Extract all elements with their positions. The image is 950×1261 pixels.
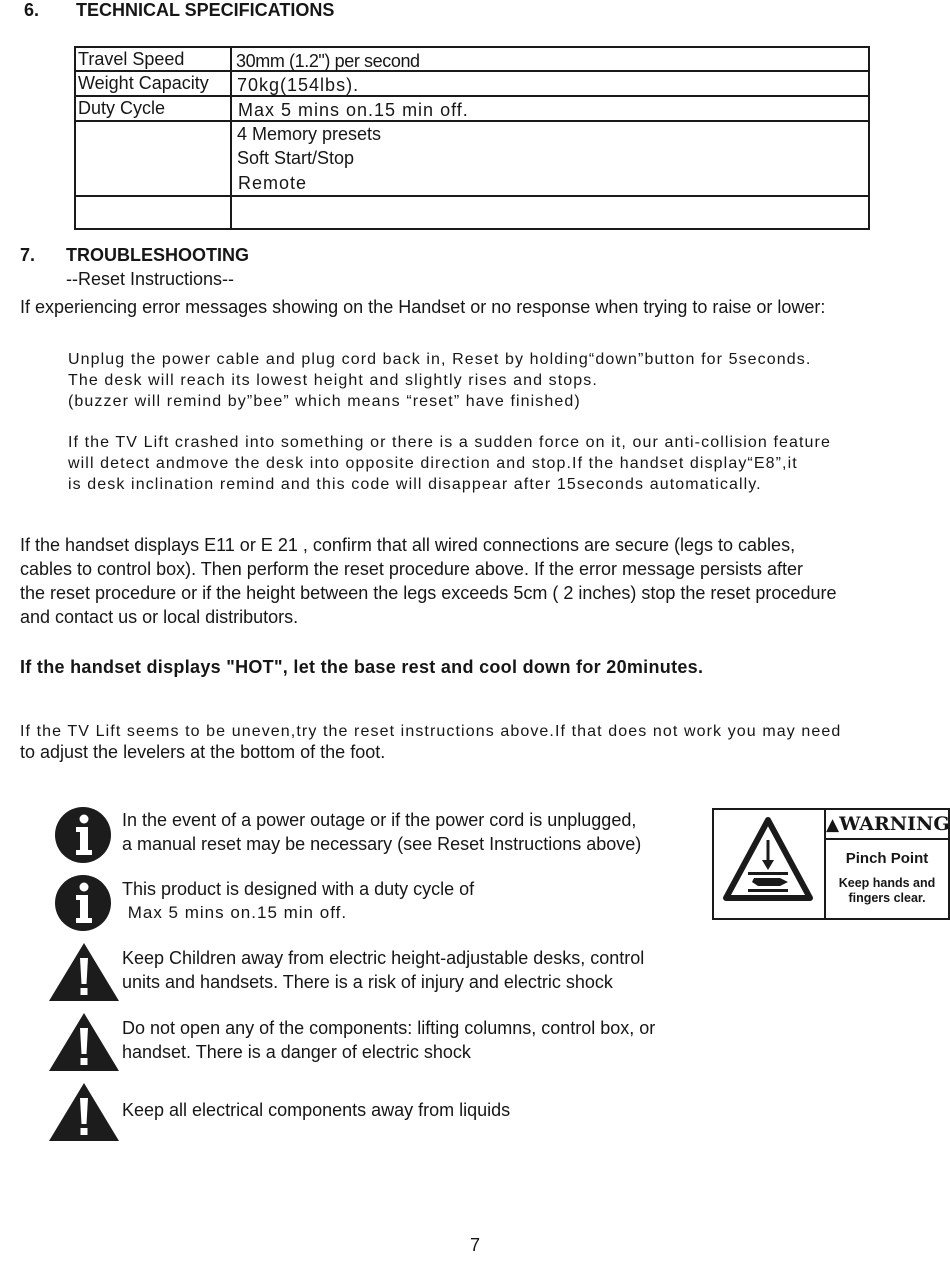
notice-line: In the event of a power outage or if the power cord is unplugged, <box>122 810 637 830</box>
reset-instructions <box>68 349 811 412</box>
spec-feature: Soft Start/Stop <box>237 148 355 168</box>
text-line: the reset procedure or if the height between the legs exceeds 5cm ( 2 inches) stop the reset procedure <box>20 583 837 603</box>
notice-line: a manual reset may be necessary (see Reset Instructions above) <box>122 834 642 854</box>
text-line: If the TV Lift seems to be uneven,try the reset instructions above.If that does not work you may need <box>20 723 842 740</box>
pinch-point-warning-label <box>712 808 950 920</box>
notice-line: This product is designed with a duty cycle of <box>122 879 475 899</box>
warning-title: Pinch Point <box>845 850 929 867</box>
pinch-graphic <box>714 810 826 918</box>
section-number: 6. <box>24 0 40 20</box>
table-divider <box>230 48 232 228</box>
notice-line: Do not open any of the components: lifting columns, control box, or <box>122 1018 656 1038</box>
section-title: TROUBLESHOOTING <box>66 245 249 265</box>
text-line: Unplug the power cable and plug cord back in, Reset by holding“down”button for 5seconds. <box>68 351 812 368</box>
collision-note <box>68 432 831 495</box>
warning-triangle-icon <box>48 942 120 1002</box>
warning-header <box>826 810 948 840</box>
notice-line: Max 5 mins on.15 min off. <box>122 903 348 922</box>
intro-text: If experiencing error messages showing on the Handset or no response when trying to raise or lower: <box>20 297 826 317</box>
spec-feature: 4 Memory presets <box>237 124 382 144</box>
page-number: 7 <box>469 1235 480 1255</box>
section-subtitle: --Reset Instructions-- <box>66 269 235 289</box>
text-line: will detect andmove the desk into opposite direction and stop.If the handset display“E8”,it <box>68 455 798 472</box>
warning-triangle-icon <box>48 1082 120 1142</box>
table-rule <box>76 195 868 197</box>
notice-line: handset. There is a danger of electric shock <box>122 1042 471 1062</box>
notice-item <box>48 1082 728 1142</box>
section-title: TECHNICAL SPECIFICATIONS <box>76 0 335 20</box>
text-line: to adjust the levelers at the bottom of the foot. <box>20 742 386 762</box>
text-line: If the handset displays E11 or E 21 , confirm that all wired connections are secure (legs to cables, <box>20 535 796 555</box>
spec-value: 70kg(154lbs). <box>237 75 360 95</box>
hot-note: If the handset displays "HOT", let the base rest and cool down for 20minutes. <box>20 657 704 677</box>
table-rule <box>76 120 868 122</box>
warning-triangle-icon <box>48 1012 120 1072</box>
spec-value: Max 5 mins on.15 min off. <box>238 100 469 120</box>
uneven-note <box>20 721 841 763</box>
spec-value: 30mm (1.2") per second <box>236 51 420 71</box>
info-icon <box>54 806 112 864</box>
text-line: cables to control box). Then perform the reset procedure above. If the error message persists after <box>20 559 804 579</box>
notice-item <box>48 1012 728 1072</box>
warning-triangle-icon: ▲ <box>826 815 840 835</box>
spec-label: Travel Speed <box>78 49 185 69</box>
table-rule <box>76 70 868 72</box>
spec-feature: Remote <box>238 173 308 193</box>
section-number: 7. <box>20 245 36 265</box>
text-line: is desk inclination remind and this code will disappear after 15seconds automatically. <box>68 476 762 493</box>
notice-line: units and handsets. There is a risk of injury and electric shock <box>122 972 613 992</box>
text-line: (buzzer will remind by”bee” which means “reset” have finished) <box>68 393 581 410</box>
spec-table <box>74 46 870 230</box>
notice-item <box>48 942 728 1002</box>
text-line: and contact us or local distributors. <box>20 607 299 627</box>
pinch-hazard-icon <box>714 810 822 918</box>
notice-item <box>48 806 728 866</box>
text-line: If the TV Lift crashed into something or there is a sudden force on it, our anti-collision feature <box>68 434 831 451</box>
warning-header-text: WARNING <box>839 813 950 835</box>
spec-label: Weight Capacity <box>78 73 209 93</box>
spec-label: Duty Cycle <box>78 98 166 118</box>
text-line: The desk will reach its lowest height and slightly rises and stops. <box>68 372 598 389</box>
info-icon <box>54 874 112 932</box>
notice-line: Keep Children away from electric height-adjustable desks, control <box>122 948 645 968</box>
notice-item <box>48 874 728 934</box>
warning-text: Keep hands and fingers clear. <box>838 876 936 905</box>
error-code-note <box>20 533 836 629</box>
notice-line: Keep all electrical components away from liquids <box>122 1100 511 1120</box>
table-rule <box>76 95 868 97</box>
